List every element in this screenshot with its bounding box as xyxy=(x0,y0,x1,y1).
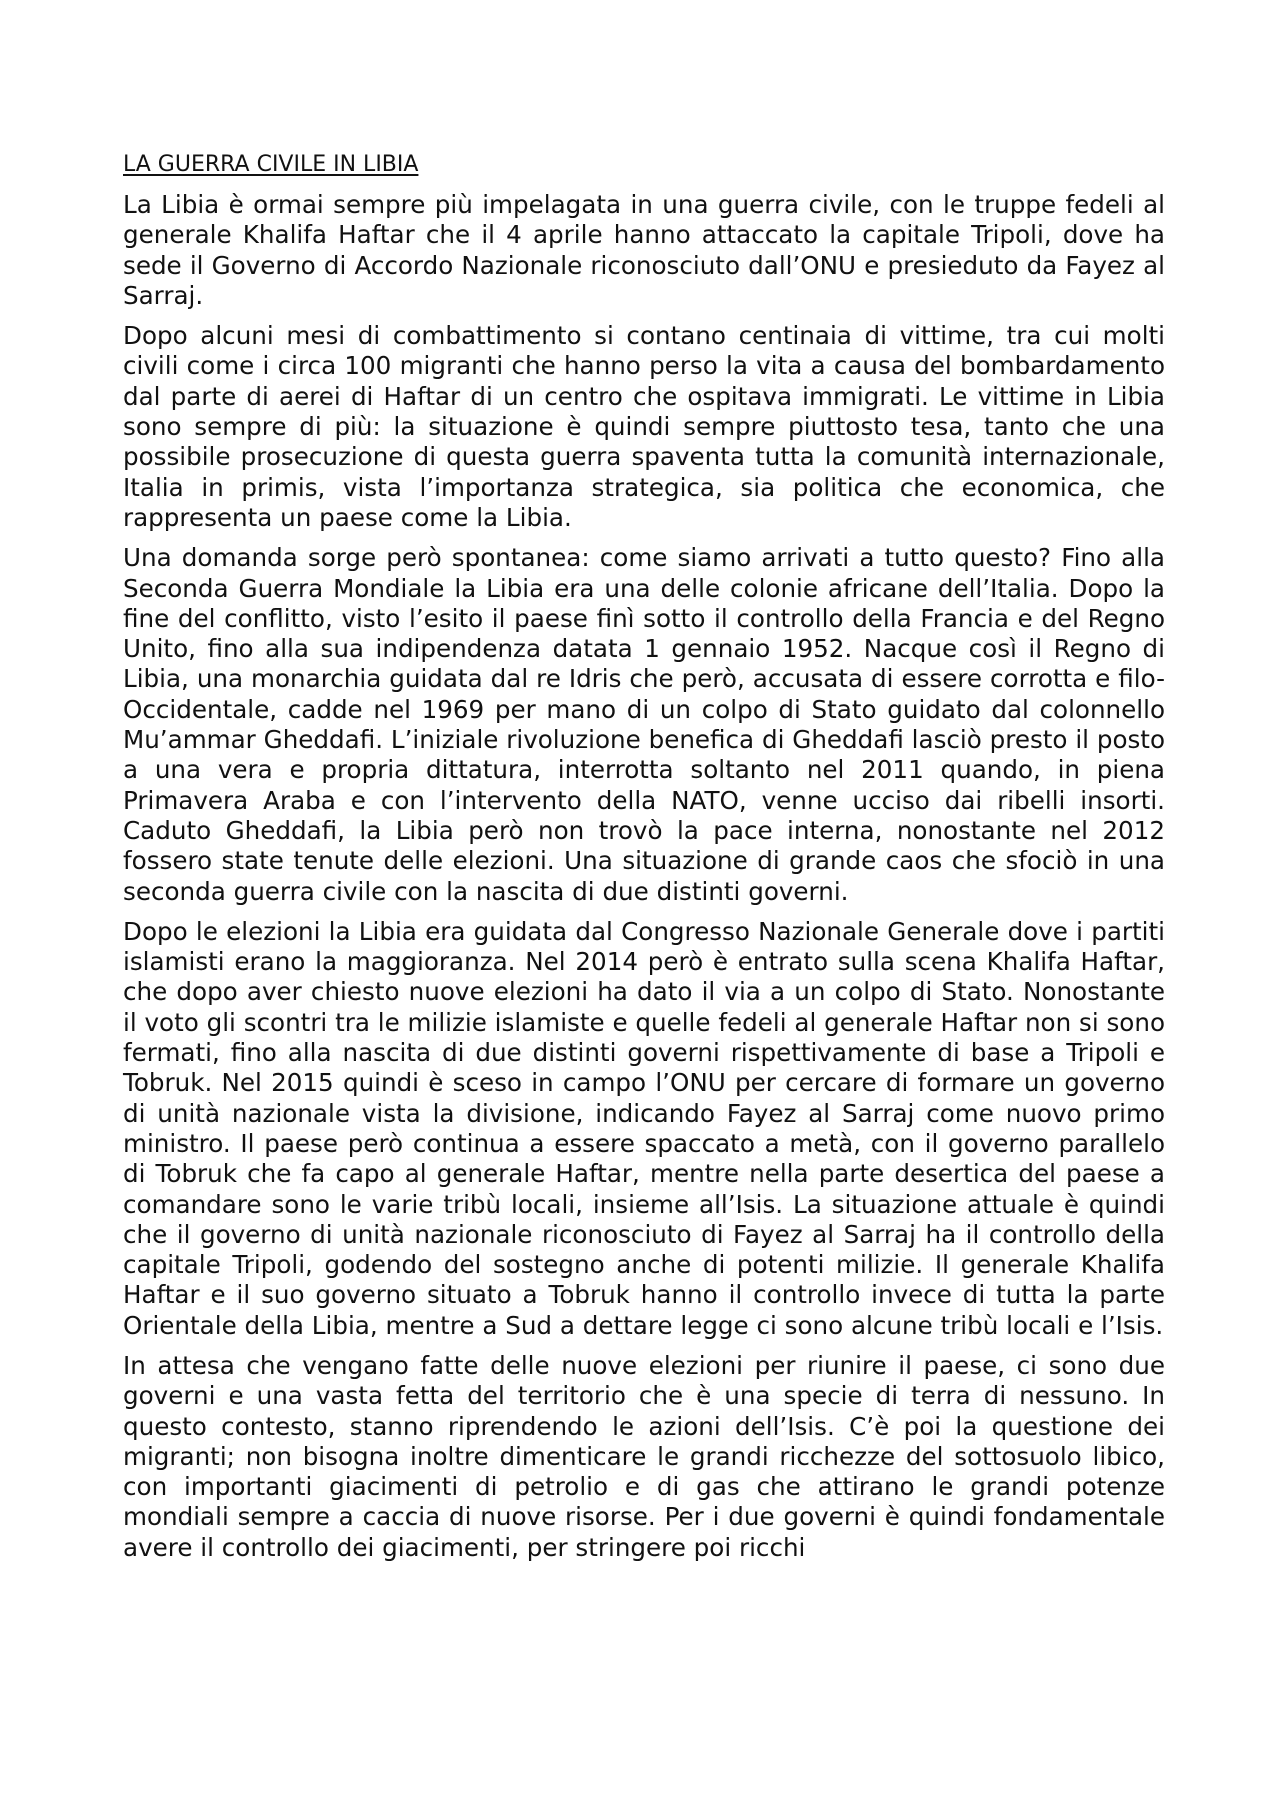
paragraph-2: Dopo alcuni mesi di combattimento si contano centinaia di vittime, tra cui molti civili come i circa 100 migranti che hanno perso la vita a causa del bombardamento dal parte di aerei di Haftar di un centro che ospitava immigrati. Le vittime in Libia sono sempre di più: la situazione è quindi sempre piuttosto tesa, tanto che una possibile prosecuzione di questa guerra spaventa tutta la comunità internazionale, Italia in primis, vista l’importanza strategica, sia politica che economica, che rappresenta un paese come la Libia. xyxy=(123,321,1165,532)
paragraph-4: Dopo le elezioni la Libia era guidata dal Congresso Nazionale Generale dove i partiti islamisti erano la maggioranza. Nel 2014 però è entrato sulla scena Khalifa Haftar, che dopo aver chiesto nuove elezioni ha dato il via a un colpo di Stato. Nonostante il voto gli scontri tra le milizie islamiste e quelle fedeli al generale Haftar non si sono fermati, fino alla nascita di due distinti governi rispettivamente di base a Tripoli e Tobruk. Nel 2015 quindi è sceso in campo l’ONU per cercare di formare un governo di unità nazionale vista la divisione, indicando Fayez al Sarraj come nuovo primo ministro. Il paese però continua a essere spaccato a metà, con il governo parallelo di Tobruk che fa capo al generale Haftar, mentre nella parte desertica del paese a comandare sono le varie tribù locali, insieme all’Isis. La situazione attuale è quindi che il governo di unità nazionale riconosciuto di Fayez al Sarraj ha il controllo della capitale Tripoli, godendo del sostegno anche di potenti milizie. Il generale Khalifa Haftar e il suo governo situato a Tobruk hanno il controllo invece di tutta la parte Orientale della Libia, mentre a Sud a dettare legge ci sono alcune tribù locali e l’Isis. xyxy=(123,916,1165,1340)
document-page xyxy=(123,150,1165,1573)
paragraph-5: In attesa che vengano fatte delle nuove elezioni per riunire il paese, ci sono due governi e una vasta fetta del territorio che è una specie di terra di nessuno. In questo contesto, stanno riprendendo le azioni dell’Isis. C’è poi la questione dei migranti; non bisogna inoltre dimenticare le grandi ricchezze del sottosuolo libico, con importanti giacimenti di petrolio e di gas che attirano le grandi potenze mondiali sempre a caccia di nuove risorse. Per i due governi è quindi fondamentale avere il controllo dei giacimenti, per stringere poi ricchi xyxy=(123,1350,1165,1562)
paragraph-3: Una domanda sorge però spontanea: come siamo arrivati a tutto questo? Fino alla Seconda Guerra Mondiale la Libia era una delle colonie africane dell’Italia. Dopo la fine del conflitto, visto l’esito il paese finì sotto il controllo della Francia e del Regno Unito, fino alla sua indipendenza datata 1 gennaio 1952. Nacque così il Regno di Libia, una monarchia guidata dal re Idris che però, accusata di essere corrotta e filo-Occidentale, cadde nel 1969 per mano di un colpo di Stato guidato dal colonnello Mu’ammar Gheddafi. L’iniziale rivoluzione benefica di Gheddafi lasciò presto il posto a una vera e propria dittatura, interrotta soltanto nel 2011 quando, in piena Primavera Araba e con l’intervento della NATO, venne ucciso dai ribelli insorti. Caduto Gheddafi, la Libia però non trovò la pace interna, nonostante nel 2012 fossero state tenute delle elezioni. Una situazione di grande caos che sfociò in una seconda guerra civile con la nascita di due distinti governi. xyxy=(123,543,1165,906)
document-title: LA GUERRA CIVILE IN LIBIA xyxy=(123,152,419,177)
paragraph-1: La Libia è ormai sempre più impelagata in una guerra civile, con le truppe fedeli al generale Khalifa Haftar che il 4 aprile hanno attaccato la capitale Tripoli, dove ha sede il Governo di Accordo Nazionale riconosciuto dall’ONU e presieduto da Fayez al Sarraj. xyxy=(123,190,1165,310)
